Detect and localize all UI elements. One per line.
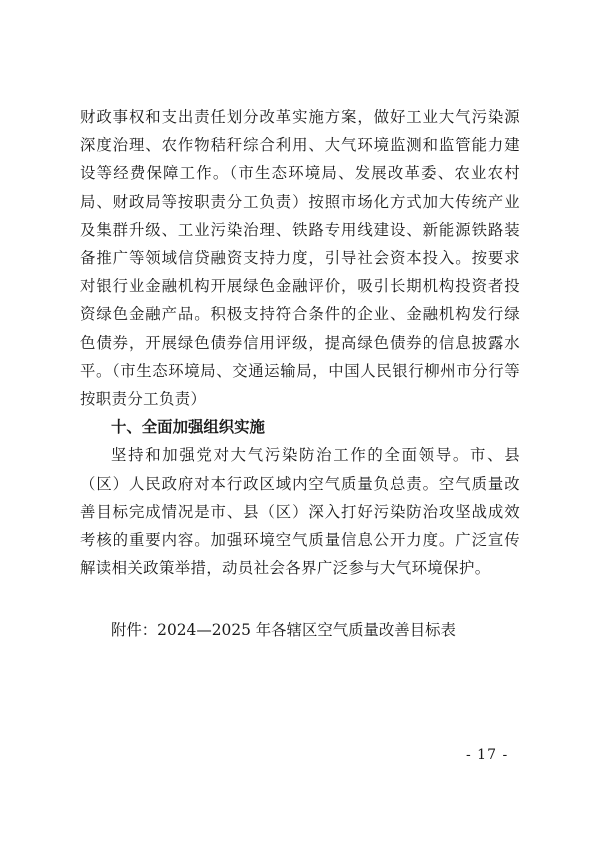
body-paragraph-continued: 财政事权和支出责任划分改革实施方案，做好工业大气污染源深度治理、农作物秸秆综合利用、大气环境监测和监管能力建设等经费保障工作。（市生态环境局、发展改革委、农业农村局、财政局等按职责分工负责）按照市场化方式加大传统产业及集群升级、工业污染治理、铁路专用线建设、新能源铁路装备推广等领域信贷融资支持力度，引导社会资本投入。按要求对银行业金融机构开展绿色金融评价，吸引长期机构投资者投资绿色金融产品。积极支持符合条件的企业、金融机构发行绿色债券，开展绿色债券信用评级，提高绿色债券的信息披露水平。（市生态环境局、交通运输局，中国人民银行柳州市分行等按职责分工负责）	[80, 108, 520, 409]
page-number: - 17 -	[466, 747, 509, 763]
body-paragraph-organization: 坚持和加强党对大气污染防治工作的全面领导。市、县（区）人民政府对本行政区域内空气质量负总责。空气质量改善目标完成情况是市、县（区）深入打好污染防治攻坚战成效考核的重要内容。加强环境空气质量信息公开力度。广泛宣传解读相关政策举措，动员社会各界广泛参与大气环境保护。	[80, 446, 520, 578]
attachment-line: 附件：2024—2025 年各辖区空气质量改善目标表	[111, 621, 456, 640]
document-body	[80, 103, 520, 645]
section-heading: 十、全面加强组织实施	[111, 418, 265, 437]
